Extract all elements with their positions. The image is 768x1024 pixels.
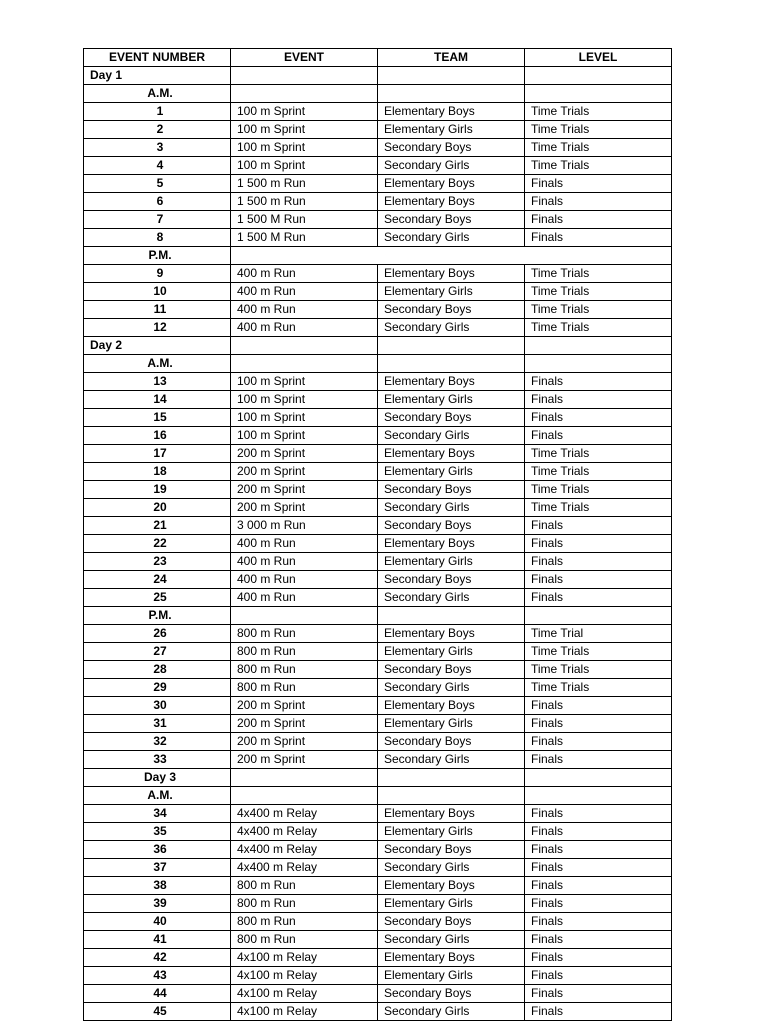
empty-cell <box>525 787 672 805</box>
team-cell: Secondary Girls <box>378 679 525 697</box>
event-cell: 200 m Sprint <box>231 733 378 751</box>
event-number-cell: 18 <box>84 463 231 481</box>
empty-cell <box>378 67 525 85</box>
team-cell: Secondary Boys <box>378 139 525 157</box>
table-row <box>84 985 672 1003</box>
empty-cell <box>525 607 672 625</box>
event-number-cell: 8 <box>84 229 231 247</box>
table-row <box>84 301 672 319</box>
empty-cell <box>378 85 525 103</box>
table-row <box>84 283 672 301</box>
table-row <box>84 877 672 895</box>
table-row <box>84 229 672 247</box>
level-cell: Finals <box>525 175 672 193</box>
team-cell: Secondary Boys <box>378 301 525 319</box>
empty-cell <box>525 337 672 355</box>
table-row <box>84 535 672 553</box>
event-cell: 400 m Run <box>231 571 378 589</box>
table-row <box>84 661 672 679</box>
table-row <box>84 751 672 769</box>
event-number-cell: 7 <box>84 211 231 229</box>
event-cell: 400 m Run <box>231 319 378 337</box>
event-number-cell: 42 <box>84 949 231 967</box>
table-row <box>84 211 672 229</box>
event-number-cell: 24 <box>84 571 231 589</box>
event-cell: 4x100 m Relay <box>231 949 378 967</box>
day-label: Day 2 <box>84 337 231 355</box>
level-cell: Finals <box>525 823 672 841</box>
event-number-cell: 16 <box>84 427 231 445</box>
level-cell: Time Trials <box>525 679 672 697</box>
level-cell: Time Trials <box>525 121 672 139</box>
team-cell: Secondary Boys <box>378 571 525 589</box>
team-cell: Elementary Girls <box>378 643 525 661</box>
level-cell: Finals <box>525 229 672 247</box>
event-number-cell: 21 <box>84 517 231 535</box>
level-cell: Finals <box>525 535 672 553</box>
team-cell: Elementary Boys <box>378 103 525 121</box>
level-cell: Finals <box>525 913 672 931</box>
session-label: A.M. <box>84 85 231 103</box>
event-cell: 800 m Run <box>231 643 378 661</box>
empty-cell <box>525 355 672 373</box>
event-cell: 400 m Run <box>231 265 378 283</box>
team-cell: Secondary Girls <box>378 157 525 175</box>
empty-cell <box>231 337 378 355</box>
empty-merged-cell <box>231 247 672 265</box>
event-cell: 100 m Sprint <box>231 121 378 139</box>
table-row <box>84 1003 672 1021</box>
event-number-cell: 1 <box>84 103 231 121</box>
team-cell: Elementary Girls <box>378 895 525 913</box>
event-number-cell: 36 <box>84 841 231 859</box>
empty-cell <box>378 787 525 805</box>
level-cell: Time Trials <box>525 661 672 679</box>
event-schedule-table <box>83 48 672 1021</box>
level-cell: Time Trials <box>525 139 672 157</box>
team-cell: Secondary Girls <box>378 589 525 607</box>
event-number-cell: 34 <box>84 805 231 823</box>
table-body <box>84 67 672 1021</box>
team-cell: Elementary Girls <box>378 121 525 139</box>
table-row <box>84 409 672 427</box>
empty-cell <box>231 787 378 805</box>
level-cell: Finals <box>525 895 672 913</box>
session-row <box>84 355 672 373</box>
team-cell: Secondary Girls <box>378 751 525 769</box>
team-cell: Secondary Girls <box>378 427 525 445</box>
table-row <box>84 481 672 499</box>
event-cell: 400 m Run <box>231 283 378 301</box>
level-cell: Finals <box>525 1003 672 1021</box>
team-cell: Secondary Boys <box>378 985 525 1003</box>
event-number-cell: 9 <box>84 265 231 283</box>
level-cell: Finals <box>525 967 672 985</box>
event-number-cell: 3 <box>84 139 231 157</box>
event-number-cell: 22 <box>84 535 231 553</box>
level-cell: Finals <box>525 841 672 859</box>
team-cell: Elementary Boys <box>378 193 525 211</box>
event-cell: 3 000 m Run <box>231 517 378 535</box>
event-cell: 100 m Sprint <box>231 409 378 427</box>
table-row <box>84 589 672 607</box>
table-row <box>84 697 672 715</box>
level-cell: Finals <box>525 859 672 877</box>
event-number-cell: 30 <box>84 697 231 715</box>
empty-cell <box>231 67 378 85</box>
team-cell: Secondary Boys <box>378 733 525 751</box>
level-cell: Time Trials <box>525 463 672 481</box>
level-cell: Finals <box>525 571 672 589</box>
table-row <box>84 193 672 211</box>
event-number-cell: 40 <box>84 913 231 931</box>
team-cell: Elementary Girls <box>378 715 525 733</box>
event-cell: 100 m Sprint <box>231 139 378 157</box>
team-cell: Secondary Boys <box>378 661 525 679</box>
event-number-cell: 11 <box>84 301 231 319</box>
table-row <box>84 643 672 661</box>
table-row <box>84 805 672 823</box>
team-cell: Secondary Boys <box>378 841 525 859</box>
level-cell: Finals <box>525 949 672 967</box>
day-label: Day 3 <box>84 769 231 787</box>
table-row <box>84 463 672 481</box>
event-cell: 4x100 m Relay <box>231 1003 378 1021</box>
event-cell: 100 m Sprint <box>231 373 378 391</box>
table-row <box>84 175 672 193</box>
session-label: P.M. <box>84 607 231 625</box>
empty-cell <box>231 85 378 103</box>
event-number-cell: 32 <box>84 733 231 751</box>
event-number-cell: 2 <box>84 121 231 139</box>
table-row <box>84 715 672 733</box>
event-cell: 800 m Run <box>231 625 378 643</box>
event-number-cell: 13 <box>84 373 231 391</box>
level-cell: Finals <box>525 373 672 391</box>
table-row <box>84 157 672 175</box>
event-cell: 200 m Sprint <box>231 499 378 517</box>
team-cell: Secondary Boys <box>378 517 525 535</box>
level-cell: Finals <box>525 553 672 571</box>
team-cell: Elementary Boys <box>378 373 525 391</box>
event-cell: 200 m Sprint <box>231 445 378 463</box>
table-row <box>84 913 672 931</box>
event-cell: 100 m Sprint <box>231 157 378 175</box>
header-row <box>84 49 672 67</box>
event-number-cell: 45 <box>84 1003 231 1021</box>
level-cell: Finals <box>525 211 672 229</box>
event-cell: 100 m Sprint <box>231 391 378 409</box>
table-row <box>84 445 672 463</box>
team-cell: Secondary Girls <box>378 1003 525 1021</box>
event-number-cell: 25 <box>84 589 231 607</box>
table-row <box>84 427 672 445</box>
event-number-cell: 37 <box>84 859 231 877</box>
team-cell: Secondary Girls <box>378 499 525 517</box>
event-cell: 1 500 M Run <box>231 211 378 229</box>
level-cell: Time Trials <box>525 499 672 517</box>
empty-cell <box>378 355 525 373</box>
level-cell: Finals <box>525 391 672 409</box>
event-cell: 400 m Run <box>231 553 378 571</box>
event-cell: 800 m Run <box>231 931 378 949</box>
session-label: A.M. <box>84 787 231 805</box>
level-cell: Time Trials <box>525 283 672 301</box>
event-number-cell: 31 <box>84 715 231 733</box>
team-cell: Secondary Boys <box>378 913 525 931</box>
header-team: TEAM <box>378 49 525 67</box>
session-row <box>84 787 672 805</box>
table-row <box>84 121 672 139</box>
empty-cell <box>231 769 378 787</box>
event-cell: 4x400 m Relay <box>231 841 378 859</box>
event-cell: 800 m Run <box>231 661 378 679</box>
table-row <box>84 553 672 571</box>
day-row <box>84 769 672 787</box>
session-row <box>84 607 672 625</box>
event-cell: 200 m Sprint <box>231 715 378 733</box>
session-label: P.M. <box>84 247 231 265</box>
level-cell: Finals <box>525 427 672 445</box>
header-level: LEVEL <box>525 49 672 67</box>
event-cell: 200 m Sprint <box>231 481 378 499</box>
event-number-cell: 12 <box>84 319 231 337</box>
event-number-cell: 27 <box>84 643 231 661</box>
empty-cell <box>525 67 672 85</box>
event-number-cell: 17 <box>84 445 231 463</box>
empty-cell <box>525 85 672 103</box>
team-cell: Elementary Boys <box>378 625 525 643</box>
event-number-cell: 26 <box>84 625 231 643</box>
event-number-cell: 20 <box>84 499 231 517</box>
header-event-number: EVENT NUMBER <box>84 49 231 67</box>
event-cell: 200 m Sprint <box>231 751 378 769</box>
team-cell: Secondary Boys <box>378 211 525 229</box>
level-cell: Finals <box>525 193 672 211</box>
event-cell: 100 m Sprint <box>231 103 378 121</box>
event-number-cell: 14 <box>84 391 231 409</box>
team-cell: Elementary Boys <box>378 697 525 715</box>
table-row <box>84 823 672 841</box>
level-cell: Time Trials <box>525 157 672 175</box>
table-row <box>84 733 672 751</box>
team-cell: Elementary Girls <box>378 391 525 409</box>
level-cell: Finals <box>525 751 672 769</box>
session-label: A.M. <box>84 355 231 373</box>
level-cell: Time Trials <box>525 319 672 337</box>
level-cell: Finals <box>525 985 672 1003</box>
team-cell: Secondary Boys <box>378 481 525 499</box>
level-cell: Finals <box>525 697 672 715</box>
event-number-cell: 33 <box>84 751 231 769</box>
event-cell: 4x400 m Relay <box>231 859 378 877</box>
empty-cell <box>378 769 525 787</box>
event-cell: 800 m Run <box>231 913 378 931</box>
table-header <box>84 49 672 67</box>
team-cell: Elementary Boys <box>378 949 525 967</box>
event-number-cell: 6 <box>84 193 231 211</box>
table-row <box>84 949 672 967</box>
level-cell: Time Trials <box>525 301 672 319</box>
empty-cell <box>378 337 525 355</box>
level-cell: Finals <box>525 409 672 427</box>
level-cell: Finals <box>525 877 672 895</box>
level-cell: Finals <box>525 733 672 751</box>
team-cell: Elementary Girls <box>378 553 525 571</box>
team-cell: Elementary Boys <box>378 175 525 193</box>
event-cell: 100 m Sprint <box>231 427 378 445</box>
event-cell: 4x100 m Relay <box>231 985 378 1003</box>
team-cell: Secondary Girls <box>378 859 525 877</box>
level-cell: Time Trials <box>525 445 672 463</box>
table-row <box>84 967 672 985</box>
event-number-cell: 35 <box>84 823 231 841</box>
team-cell: Elementary Boys <box>378 535 525 553</box>
team-cell: Secondary Girls <box>378 931 525 949</box>
team-cell: Elementary Boys <box>378 265 525 283</box>
event-cell: 800 m Run <box>231 895 378 913</box>
event-cell: 4x400 m Relay <box>231 823 378 841</box>
empty-cell <box>231 607 378 625</box>
day-row <box>84 337 672 355</box>
table-row <box>84 319 672 337</box>
event-number-cell: 29 <box>84 679 231 697</box>
team-cell: Elementary Girls <box>378 283 525 301</box>
table-row <box>84 265 672 283</box>
team-cell: Secondary Boys <box>378 409 525 427</box>
table-row <box>84 499 672 517</box>
team-cell: Elementary Boys <box>378 805 525 823</box>
team-cell: Elementary Boys <box>378 445 525 463</box>
team-cell: Secondary Girls <box>378 319 525 337</box>
table-row <box>84 625 672 643</box>
level-cell: Time Trials <box>525 103 672 121</box>
level-cell: Time Trials <box>525 265 672 283</box>
table-row <box>84 373 672 391</box>
event-number-cell: 19 <box>84 481 231 499</box>
event-number-cell: 38 <box>84 877 231 895</box>
header-event: EVENT <box>231 49 378 67</box>
table-row <box>84 841 672 859</box>
table-row <box>84 139 672 157</box>
event-cell: 4x400 m Relay <box>231 805 378 823</box>
team-cell: Secondary Girls <box>378 229 525 247</box>
table-row <box>84 517 672 535</box>
event-number-cell: 10 <box>84 283 231 301</box>
event-number-cell: 15 <box>84 409 231 427</box>
level-cell: Time Trials <box>525 481 672 499</box>
event-number-cell: 41 <box>84 931 231 949</box>
team-cell: Elementary Girls <box>378 823 525 841</box>
event-number-cell: 4 <box>84 157 231 175</box>
table-row <box>84 931 672 949</box>
table-row <box>84 895 672 913</box>
table-row <box>84 679 672 697</box>
event-cell: 200 m Sprint <box>231 697 378 715</box>
day-label: Day 1 <box>84 67 231 85</box>
event-number-cell: 44 <box>84 985 231 1003</box>
event-number-cell: 43 <box>84 967 231 985</box>
event-cell: 400 m Run <box>231 301 378 319</box>
level-cell: Time Trials <box>525 643 672 661</box>
day-row <box>84 67 672 85</box>
event-number-cell: 5 <box>84 175 231 193</box>
table-row <box>84 859 672 877</box>
event-number-cell: 28 <box>84 661 231 679</box>
event-number-cell: 39 <box>84 895 231 913</box>
team-cell: Elementary Girls <box>378 967 525 985</box>
empty-cell <box>378 607 525 625</box>
level-cell: Time Trial <box>525 625 672 643</box>
event-cell: 800 m Run <box>231 679 378 697</box>
level-cell: Finals <box>525 805 672 823</box>
session-row <box>84 85 672 103</box>
event-cell: 1 500 m Run <box>231 193 378 211</box>
event-cell: 1 500 M Run <box>231 229 378 247</box>
event-cell: 200 m Sprint <box>231 463 378 481</box>
team-cell: Elementary Girls <box>378 463 525 481</box>
team-cell: Elementary Boys <box>378 877 525 895</box>
event-cell: 400 m Run <box>231 535 378 553</box>
level-cell: Finals <box>525 517 672 535</box>
event-cell: 800 m Run <box>231 877 378 895</box>
event-cell: 4x100 m Relay <box>231 967 378 985</box>
event-cell: 400 m Run <box>231 589 378 607</box>
empty-cell <box>525 769 672 787</box>
empty-cell <box>231 355 378 373</box>
event-number-cell: 23 <box>84 553 231 571</box>
table-row <box>84 571 672 589</box>
level-cell: Finals <box>525 931 672 949</box>
session-row <box>84 247 672 265</box>
table-row <box>84 391 672 409</box>
table-row <box>84 103 672 121</box>
level-cell: Finals <box>525 715 672 733</box>
event-cell: 1 500 m Run <box>231 175 378 193</box>
level-cell: Finals <box>525 589 672 607</box>
